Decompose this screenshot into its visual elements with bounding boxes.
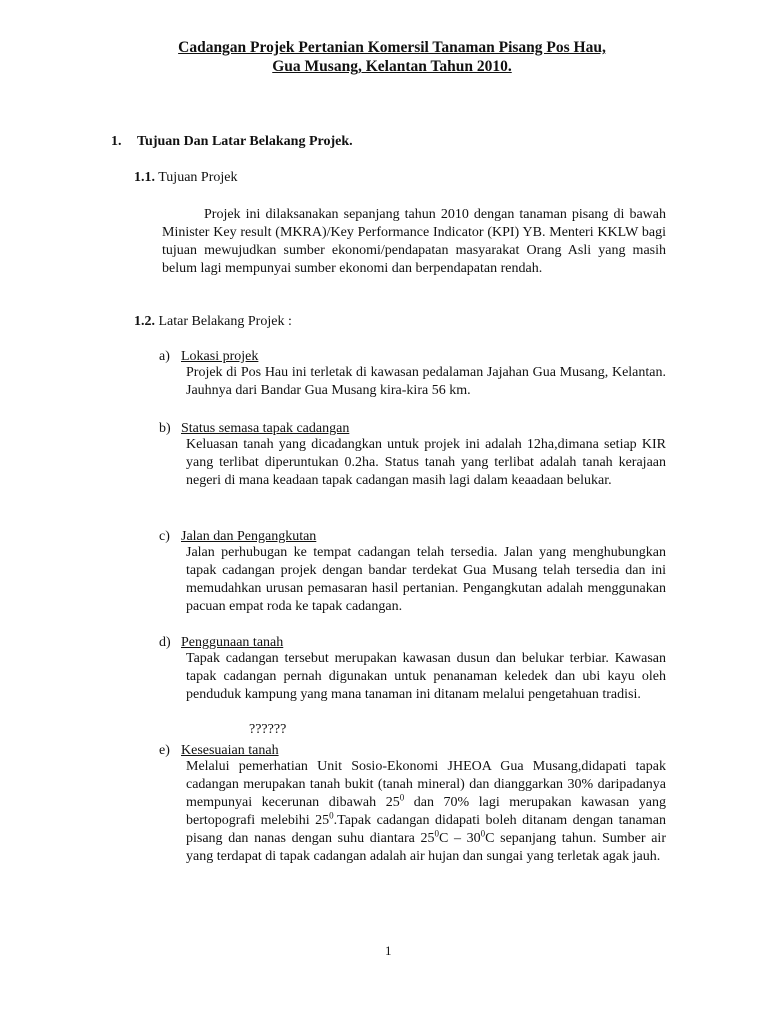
list-item-text: [186, 758, 666, 866]
list-item-heading: Penggunaan tanah: [181, 635, 284, 650]
list-item-text: Tapak cadangan tersebut merupakan kawasan dusun dan belukar terbiar. Kawasan tapak cadangan pernah digunakan untuk penanaman keledek dan ubi kayu oleh penduduk kampung yang mana tanaman ini ditanam melalui pengetahuan tradisi.: [186, 651, 666, 702]
document-title: [0, 38, 768, 76]
list-item-text: Projek di Pos Hau ini terletak di kawasan pedalaman Jajahan Gua Musang, Kelantan. Jauhnya dari Bandar Gua Musang kira-kira 56 km.: [186, 365, 666, 398]
subsection-number: 1.2.: [134, 314, 155, 329]
subsection-title: Tujuan Projek: [158, 170, 238, 185]
text-part: dan 70% lagi merupakan kawasan yang bertopografi melebihi 25: [186, 795, 666, 828]
subsection-heading-1-2: [134, 314, 292, 330]
list-marker: b): [159, 421, 171, 436]
question-marks: ??????: [249, 722, 287, 737]
subsection-heading-1-1: [134, 170, 237, 186]
list-item-text: Jalan perhubugan ke tempat cadangan telah tersedia. Jalan yang menghubungkan tapak cadangan projek dengan bandar terdekat Gua Musang telah tersedia dan ini memudahkan urusan pemasaran hasil pertanian. Pengangkutan adalah menggunakan pacuan empat roda ke tapak cadangan.: [186, 545, 666, 614]
text-part: .Tapak cadangan didapati boleh ditanam dengan tanaman pisang dan nanas dengan suhu diantara 25: [186, 813, 666, 846]
degree-superscript: 0: [399, 792, 405, 803]
subsection-number: 1.1.: [134, 170, 155, 185]
list-marker: a): [159, 349, 170, 364]
list-item-text: Keluasan tanah yang dicadangkan untuk projek ini adalah 12ha,dimana setiap KIR yang terlibat diperuntukan 0.2ha. Status tanah yang terlibat adalah tanah kerajaan negeri di mana keadaan tapak cadangan masih lagi dalam keaadaan belukar.: [186, 437, 666, 488]
degree-superscript: 0: [329, 810, 334, 821]
list-marker: d): [159, 635, 171, 650]
text-part: C sepanjang tahun. Sumber air yang terdapat di tapak cadangan adalah air hujan dan sungai yang terletak agak jauh.: [186, 831, 666, 864]
text-part: C – 30: [439, 831, 481, 846]
degree-superscript: 0: [434, 828, 439, 839]
list-item-heading: Jalan dan Pengangkutan: [181, 529, 317, 544]
list-marker: e): [159, 743, 170, 758]
list-item-heading: Status semasa tapak cadangan: [181, 421, 350, 436]
degree-superscript: 0: [480, 828, 486, 839]
text-part: Melalui pemerhatian Unit Sosio-Ekonomi JHEOA Gua Musang,didapati tapak cadangan merupakan tanah bukit (tanah mineral) dan dianggarkan 30% daripadanya mempunyai kecerunan dibawah 25: [186, 759, 666, 810]
list-item-heading: Lokasi projek: [181, 349, 259, 364]
tujuan-paragraph: Projek ini dilaksanakan sepanjang tahun 2010 dengan tanaman pisang di bawah Minister Key result (MKRA)/Key Performance Indicator (KPI) YB. Menteri KKLW bagi tujuan mewujudkan sumber ekonomi/pendapatan masyarakat Orang Asli yang masih belum lagi mempunyai sumber ekonomi dan berpendapatan rendah.: [162, 207, 666, 276]
subsection-title: Latar Belakang Projek :: [158, 314, 292, 329]
section-heading: [111, 134, 353, 150]
section-title: Tujuan Dan Latar Belakang Projek.: [137, 134, 353, 149]
list-marker: c): [159, 529, 170, 544]
title-line-2: Gua Musang, Kelantan Tahun 2010.: [272, 58, 512, 75]
section-number: 1.: [111, 134, 122, 149]
title-line-1: Cadangan Projek Pertanian Komersil Tanaman Pisang Pos Hau,: [178, 39, 606, 56]
page-number: 1: [385, 943, 392, 958]
list-item-heading: Kesesuaian tanah: [181, 743, 279, 758]
